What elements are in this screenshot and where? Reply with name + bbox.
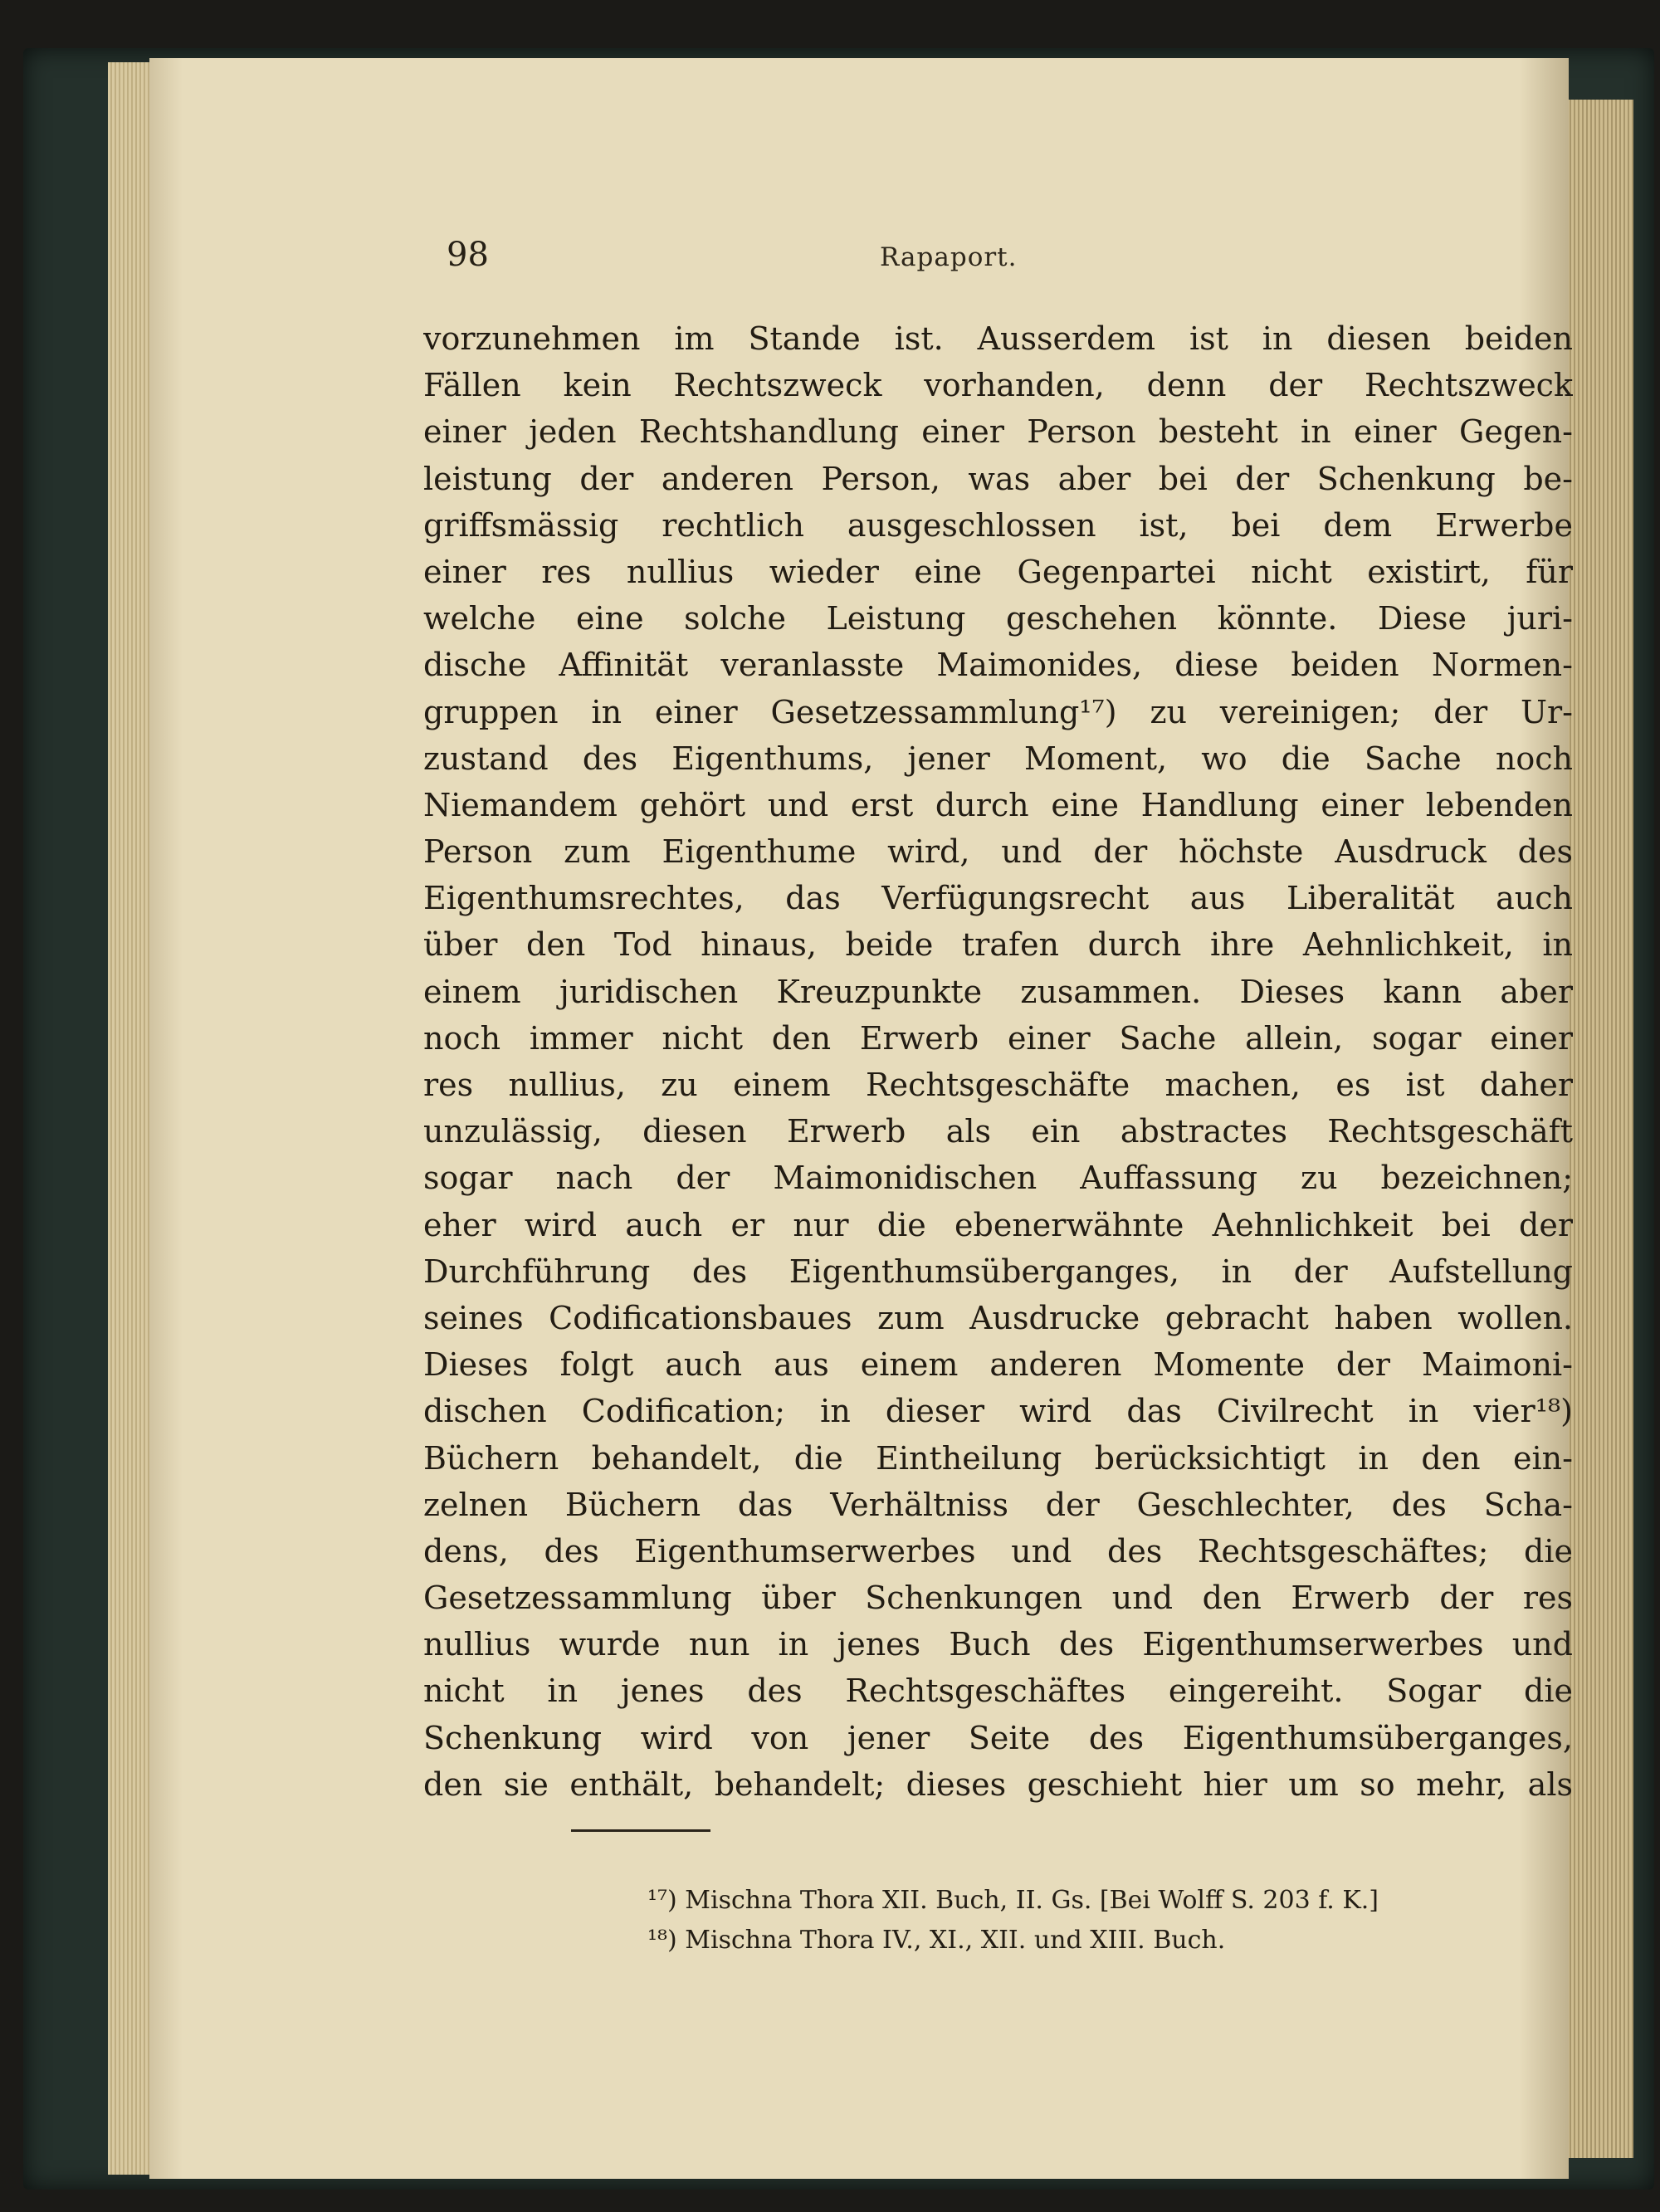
text-line: zustand des Eigenthums, jener Moment, wo die Sache noch xyxy=(423,740,1573,777)
text-line: einer res nullius wieder eine Gegenpartei nicht existirt, für xyxy=(423,553,1573,590)
text-line: einer jeden Rechtshandlung einer Person besteht in einer Gegen- xyxy=(423,413,1573,451)
footnote-rule xyxy=(571,1829,710,1832)
footnote: ¹⁸) Mischna Thora IV., XI., XII. und XIII. Buch. xyxy=(647,1926,1226,1955)
text-line: Büchern behandelt, die Eintheilung berücksichtigt in den ein- xyxy=(423,1439,1573,1477)
text-line: res nullius, zu einem Rechtsgeschäfte machen, es ist daher xyxy=(423,1067,1573,1103)
text-line: gruppen in einer Gesetzessammlung¹⁷) zu vereinigen; der Ur- xyxy=(423,693,1573,730)
text-line: nicht in jenes des Rechtsgeschäftes eingereiht. Sogar die xyxy=(423,1672,1573,1710)
text-line: eher wird auch er nur die ebenerwähnte Aehnlichkeit bei der xyxy=(423,1206,1573,1243)
text-line: Gesetzessammlung über Schenkungen und den Erwerb der res xyxy=(423,1580,1573,1617)
page-number: 98 xyxy=(447,236,489,274)
page-stack-right xyxy=(1567,100,1633,2158)
body-text xyxy=(423,315,1573,1808)
text-line: seines Codificationsbaues zum Ausdrucke gebracht haben wollen. xyxy=(423,1299,1573,1336)
footnotes xyxy=(647,1881,1569,1961)
text-line: Fällen kein Rechtszweck vorhanden, denn der Rechtszweck xyxy=(423,367,1573,404)
text-line: dische Affinität veranlasste Maimonides, diese beiden Normen- xyxy=(423,647,1573,684)
text-line: griffsmässig rechtlich ausgeschlossen ist, bei dem Erwerbe xyxy=(423,506,1573,544)
text-line: noch immer nicht den Erwerb einer Sache allein, sogar einer xyxy=(423,1019,1573,1057)
page-header xyxy=(149,236,1569,286)
text-line: Schenkung wird von jener Seite des Eigenthumsüberganges, xyxy=(423,1719,1573,1756)
text-line: dischen Codification; in dieser wird das Civilrecht in vier¹⁸) xyxy=(423,1393,1573,1430)
text-line: den sie enthält, behandelt; dieses geschieht hier um so mehr, als xyxy=(423,1765,1573,1803)
text-line: vorzunehmen im Stande ist. Ausserdem ist in diesen beiden xyxy=(423,320,1573,357)
text-line: einem juridischen Kreuzpunkte zusammen. Dieses kann aber xyxy=(423,973,1573,1010)
text-line: welche eine solche Leistung geschehen könnte. Diese juri- xyxy=(423,600,1573,637)
page-stack-left xyxy=(108,62,151,2175)
text-line: dens, des Eigenthumserwerbes und des Rechtsgeschäftes; die xyxy=(423,1532,1573,1570)
text-line: Dieses folgt auch aus einem anderen Momente der Maimoni- xyxy=(423,1346,1573,1384)
footnote: ¹⁷) Mischna Thora XII. Buch, II. Gs. [Bei Wolff S. 203 f. K.] xyxy=(647,1886,1379,1915)
text-line: sogar nach der Maimonidischen Auffassung zu bezeichnen; xyxy=(423,1160,1573,1197)
text-line: Eigenthumsrechtes, das Verfügungsrecht aus Liberalität auch xyxy=(423,880,1573,917)
book-page xyxy=(149,58,1573,2179)
text-line: Person zum Eigenthume wird, und der höchste Ausdruck des xyxy=(423,833,1573,871)
text-line: Durchführung des Eigenthumsüberganges, in der Aufstellung xyxy=(423,1252,1573,1290)
running-title: Rapaport. xyxy=(880,242,1018,272)
text-line: leistung der anderen Person, was aber bei der Schenkung be- xyxy=(423,460,1573,497)
text-line: über den Tod hinaus, beide trafen durch ihre Aehnlichkeit, in xyxy=(423,926,1573,964)
text-line: unzulässig, diesen Erwerb als ein abstractes Rechtsgeschäft xyxy=(423,1113,1573,1150)
text-line: Niemandem gehört und erst durch eine Handlung einer lebenden xyxy=(423,786,1573,823)
text-line: nullius wurde nun in jenes Buch des Eigenthumserwerbes und xyxy=(423,1626,1573,1663)
text-line: zelnen Büchern das Verhältniss der Geschlechter, des Scha- xyxy=(423,1486,1573,1523)
